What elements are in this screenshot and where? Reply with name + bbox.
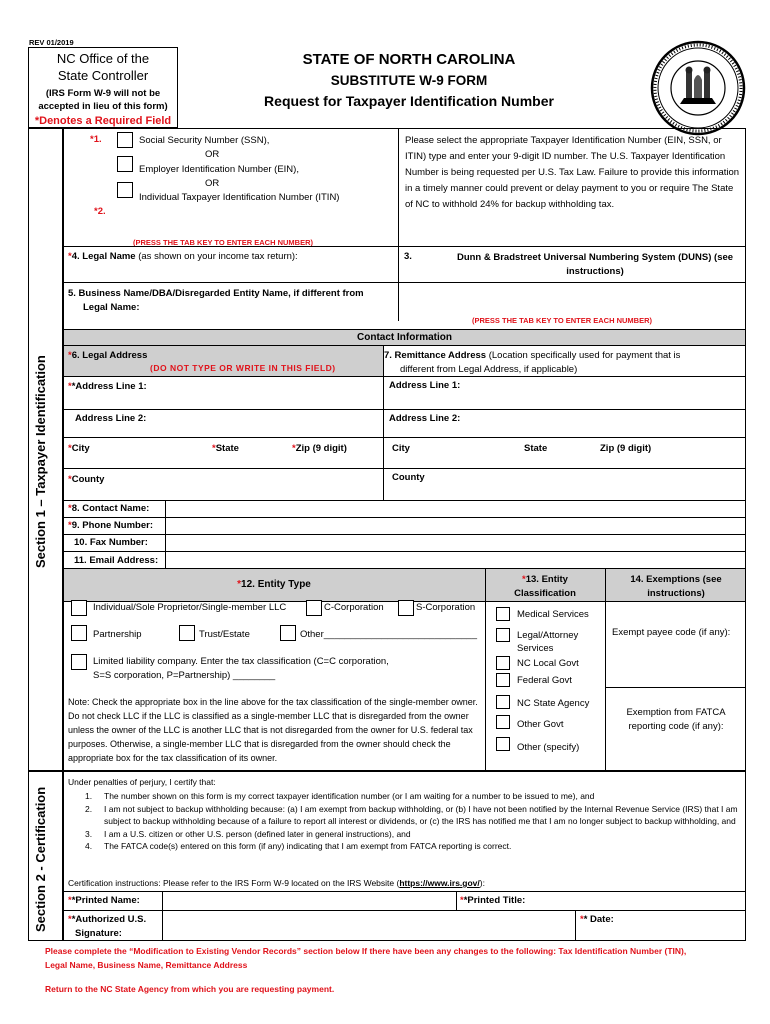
contact-heading: Contact Information [64,330,745,345]
contact-name-input[interactable] [168,503,738,515]
entity-class-heading: *13. Entity Classification [514,574,576,599]
page-title: STATE OF NORTH CAROLINA SUBSTITUTE W-9 FORM Request for Taxpayer Identification Number [264,51,554,109]
press-tab-hint: (PRESS THE TAB KEY TO ENTER EACH NUMBER) [133,238,314,247]
address1-label: **Address Line 1: [68,381,147,392]
divider [63,376,746,377]
exempt-payee-label: Exempt payee code (if any): [612,627,731,638]
other-entity-checkbox[interactable] [280,625,296,641]
tin-number-input[interactable] [112,218,380,232]
divider [63,282,746,283]
class-other-specify: Other (specify) [517,742,580,753]
individual-checkbox[interactable] [71,600,87,616]
contact-name-label: *8. Contact Name: [68,503,150,514]
tin-star: *1. [90,134,102,145]
county-label: *County [68,474,105,485]
required-field-note: *Denotes a Required Field [34,115,172,127]
divider [63,468,746,469]
federal-checkbox[interactable] [496,673,510,687]
remit-zip-label: Zip (9 digit) [600,443,652,454]
fax-label: 10. Fax Number: [74,537,148,548]
divider [575,910,576,941]
ein-checkbox[interactable] [117,156,133,172]
duns-input[interactable] [404,284,739,300]
duns-label: Dunn & Bradstreet Universal Numbering System (DUNS) (see instructions) [456,252,734,277]
partnership-checkbox[interactable] [71,625,87,641]
scorp-label: S-Corporation [416,602,476,613]
class-legal: Legal/Attorney Services [517,630,579,654]
remit-state-label: State [524,443,548,454]
ccorp-label: C-Corporation [324,602,384,613]
do-not-type-note: (DO NOT TYPE OR WRITE IN THIS FIELD) [150,363,336,373]
state-seal-icon [650,40,746,136]
phone-label: *9. Phone Number: [68,520,153,531]
email-label: 11. Email Address: [74,555,159,566]
partnership-label: Partnership [93,629,142,640]
state-label: *State [212,443,239,454]
city-label: *City [68,443,90,454]
divider [456,891,457,910]
cert-list: 1. The number shown on this form is my correct taxpayer identification number (or I am waiting for a number to be issued to me), and 2. I am not subject to backup withholding because: (a) I am exempt from backup withholding, or (b) I have not been notified by the Internal Revenue Service (IRS) that I am subject to backup withholding because of a failure to report all interest or dividends, or (c) the IRS has notified me that I am no longer subject to backup withholding, and 3. I am a U.S. citizen or other U.S. person (defined later in general instructions), and 4. The FATCA code(s) entered on this form (if any) indicating that I am exempt from FATCA reporting is correct. [85,791,738,851]
date-input[interactable] [620,914,740,938]
class-nc-local: NC Local Govt [517,658,579,669]
class-medical: Medical Services [517,609,589,620]
divider [162,891,163,941]
trust-checkbox[interactable] [179,625,195,641]
itin-label: Individual Taxpayer Identification Number (ITIN) [139,192,340,203]
divider [63,551,746,552]
llc-checkbox[interactable] [71,654,87,670]
class-federal: Federal Govt [517,675,572,686]
footer-note: Please complete the “Modification to Existing Vendor Records” section below If there have been any changes to the following: Tax Identification Number (TIN), Legal Name, Business Name, Remittance Address [45,946,687,970]
irs-note: (IRS Form W-9 will not be accepted in lieu of this form) [38,88,168,112]
or-label: OR [205,149,220,160]
remittance-hint: different from Legal Address, if applicable) [400,364,578,375]
cert-intro: Under penalties of perjury, I certify that: [68,777,216,787]
class-nc-state: NC State Agency [517,698,590,709]
phone-input[interactable] [168,520,738,532]
divider [63,517,746,518]
fax-input[interactable] [168,537,738,549]
printed-title-label: **Printed Title: [460,895,526,906]
zip-label: *Zip (9 digit) [292,443,347,454]
remit-city-label: City [392,443,410,454]
tin-number-star: *2. [94,206,106,217]
business-name-input[interactable] [150,300,730,314]
trust-label: Trust/Estate [199,629,250,640]
remit-address2-label: Address Line 2: [389,413,461,424]
other-govt-checkbox[interactable] [496,715,510,729]
office-box [28,47,178,128]
cert-instructions: Certification instructions: Please refer to the IRS Form W-9 located on the IRS Website (https://www.irs.gov/): [68,878,485,888]
divider [63,910,746,911]
itin-checkbox[interactable] [117,182,133,198]
llc-note: Note: Check the appropriate box in the line above for the tax classification of the single-member owner. Do not check LLC if the LLC is classified as a single-member LLC that is disregarded from the owner unless the owner of the LLC is another LLC that is not disregarded from the owner for U.S. federal tax purposes. Otherwise, a single-member LLC that is disregarded from the owner should check the appropriate box for the tax classification of its owner. [68,697,478,763]
section1-label: Section 1 – Taxpayer Identification [33,355,48,568]
scorp-checkbox[interactable] [398,600,414,616]
divider [63,246,746,247]
press-tab-hint: (PRESS THE TAB KEY TO ENTER EACH NUMBER) [472,316,653,325]
revision-label: REV 01/2019 [29,38,74,47]
ssn-label: Social Security Number (SSN), [139,135,270,146]
address1-input[interactable] [68,393,378,407]
llc-label: Limited liability company. Enter the tax classification (C=C corporation, S=S corporation, P=Partnership) ________ [93,656,389,681]
remit-address2-input[interactable] [389,425,739,437]
legal-checkbox[interactable] [496,628,510,642]
fatca-label: Exemption from FATCA reporting code (if any): [626,707,726,732]
remittance-address-label: 7. Remittance Address (Location specifically used for payment that is [384,350,681,361]
date-label: ** Date: [580,914,614,925]
remit-county-label: County [392,472,425,483]
other-specify-checkbox[interactable] [496,737,510,751]
legal-name-input[interactable] [68,265,393,281]
or-label: OR [205,178,220,189]
printed-title-input[interactable] [530,894,740,908]
legal-name-label: *4. Legal Name (as shown on your income tax return): [68,251,298,262]
office-name: NC Office of the State Controller [56,51,150,83]
tin-instructions: Please select the appropriate Taxpayer Identification Number (EIN, SSN, or ITIN) type and enter your 9-digit ID number. The U.S. Taxpayer Identification Number is being requested per U.S. Tax Law. Failure to provide this information in a timely manner could prevent or delay payment to you or require The State of NC to withhold 24% for backup withholding tax. [405,135,740,210]
divider [398,128,399,321]
individual-label: Individual/Sole Proprietor/Single-member LLC [93,602,287,613]
section2-label: Section 2 - Certification [33,786,48,932]
divider [63,437,746,438]
divider [63,534,746,535]
ssn-checkbox[interactable] [117,132,133,148]
duns-number: 3. [404,251,412,262]
email-input[interactable] [168,554,738,566]
legal-address-label: *6. Legal Address [68,350,148,361]
divider [63,891,746,892]
nc-local-checkbox[interactable] [496,656,510,670]
business-name-label: 5. Business Name/DBA/Disregarded Entity Name, if different from Legal Name: [68,288,364,313]
signature-input[interactable] [166,914,571,938]
other-entity-label: Other_____________________________ [300,629,477,640]
remit-address1-input[interactable] [389,393,739,407]
medical-checkbox[interactable] [496,607,510,621]
return-note: Return to the NC State Agency from which you are requesting payment. [45,984,335,994]
printed-name-label: **Printed Name: [68,895,140,906]
divider [605,687,746,688]
divider [63,409,746,410]
printed-name-input[interactable] [166,894,452,908]
remit-address1-label: Address Line 1: [389,380,461,391]
nc-state-checkbox[interactable] [496,695,510,709]
divider [383,345,384,500]
ccorp-checkbox[interactable] [306,600,322,616]
address2-input[interactable] [68,425,378,437]
irs-link[interactable]: https://www.irs.gov/ [399,878,480,888]
signature-label: **Authorized U.S. Signature: [68,914,147,939]
class-other-govt: Other Govt [517,719,564,730]
exemptions-heading: 14. Exemptions (see instructions) [630,574,722,599]
address2-label: Address Line 2: [75,413,147,424]
entity-type-heading: *12. Entity Type [237,579,311,590]
ein-label: Employer Identification Number (EIN), [139,164,299,175]
